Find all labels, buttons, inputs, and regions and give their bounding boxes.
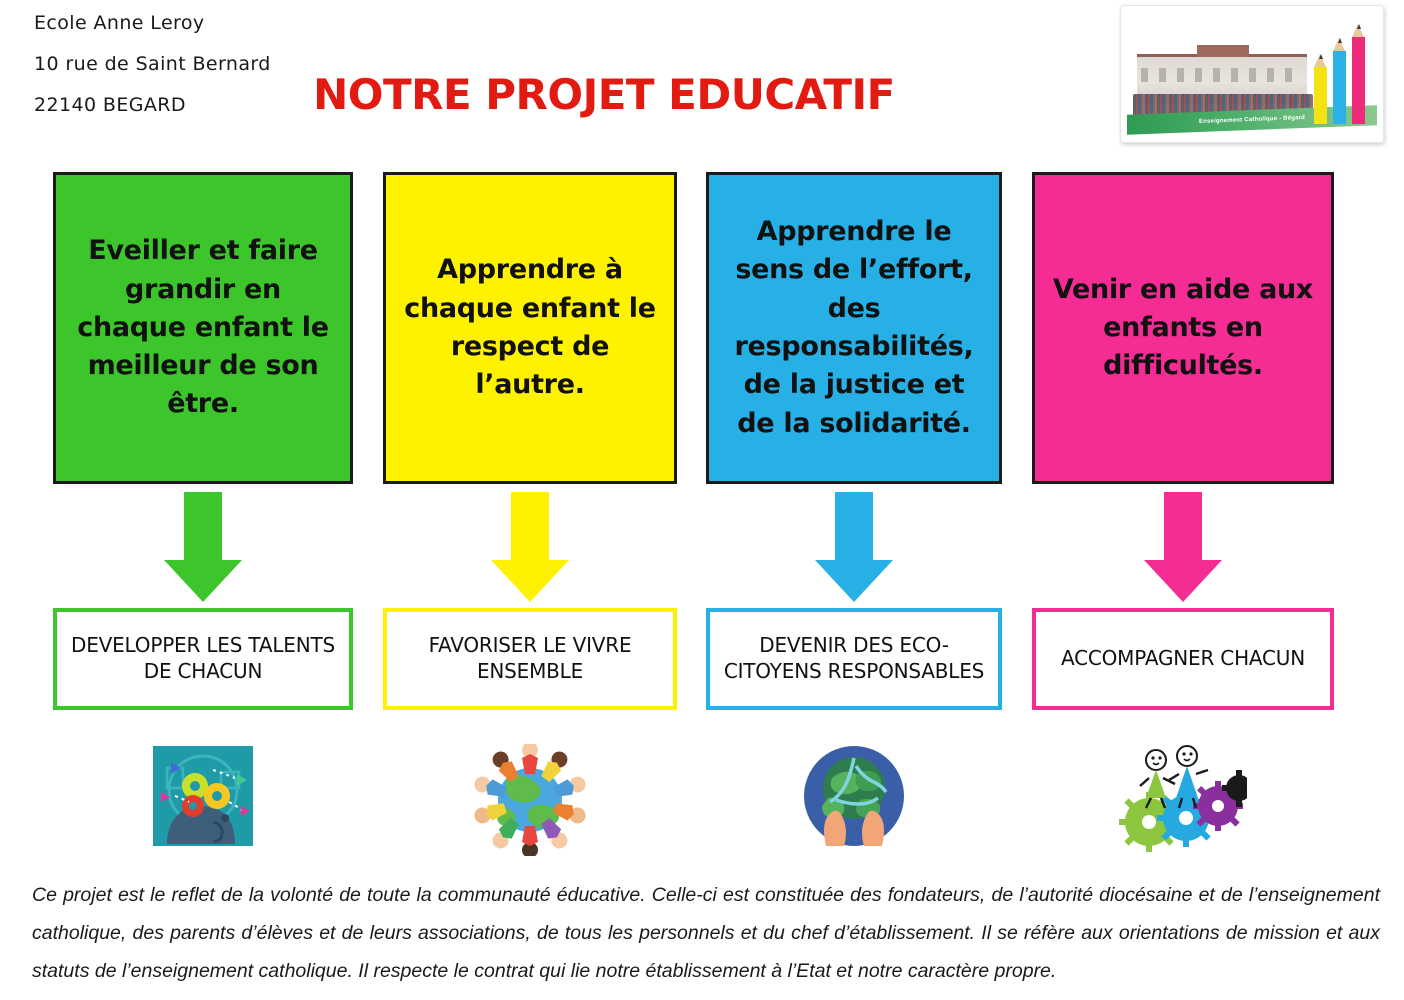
- pencil-lead: [1357, 24, 1361, 29]
- concept-text-2: Apprendre à chaque enfant le respect de l’autre.: [404, 254, 656, 401]
- arrow-shaft: [511, 492, 549, 562]
- school-logo: [1120, 5, 1384, 143]
- page-title: NOTRE PROJET EDUCATIF: [313, 70, 895, 119]
- arrow-down-2: [383, 492, 677, 602]
- arrow-down-3: [706, 492, 1002, 602]
- arrow-head: [491, 560, 569, 602]
- icon-wrap-1: [53, 744, 353, 854]
- yellow-pencil-icon: [1314, 54, 1327, 124]
- hands-holding-earth-icon: [802, 744, 906, 848]
- goal-box-2: [383, 608, 677, 710]
- goal-box-1: [53, 608, 353, 710]
- icon-wrap-3: [706, 744, 1002, 854]
- goal-text-1: DEVELOPPER LES TALENTS DE CHACUN: [71, 633, 335, 683]
- arrow-down-4: [1032, 492, 1334, 602]
- project-column-3: [706, 172, 1002, 854]
- pencil-tip: [1333, 38, 1345, 51]
- pencil-body: [1352, 37, 1365, 124]
- pencil-lead: [1338, 38, 1342, 43]
- pencil-body: [1333, 51, 1346, 124]
- arrow-head: [815, 560, 893, 602]
- blue-pencil-icon: [1333, 38, 1346, 124]
- concept-box-1: [53, 172, 353, 484]
- concept-box-2: [383, 172, 677, 484]
- address-line-city: 22140 BEGARD: [34, 94, 186, 116]
- icon-wrap-2: [383, 744, 677, 854]
- goal-text-3: DEVENIR DES ECO-CITOYENS RESPONSABLES: [723, 633, 985, 683]
- pencil-body: [1314, 67, 1327, 124]
- concept-text-4: Venir en aide aux enfants en difficultés.: [1052, 273, 1314, 382]
- address-line-street: 10 rue de Saint Bernard: [34, 53, 271, 75]
- project-column-2: [383, 172, 677, 854]
- arrow-head: [1144, 560, 1222, 602]
- brain-gears-icon: [151, 744, 255, 848]
- arrow-down-1: [53, 492, 353, 602]
- children-around-globe-icon: [463, 744, 597, 856]
- pencil-lead: [1319, 54, 1323, 59]
- icon-wrap-4: [1032, 744, 1334, 854]
- pink-pencil-icon: [1352, 24, 1365, 124]
- arrow-shaft: [1164, 492, 1202, 562]
- project-column-4: [1032, 172, 1334, 854]
- school-windows: [1141, 68, 1303, 82]
- goal-box-3: [706, 608, 1002, 710]
- concept-box-3: [706, 172, 1002, 484]
- goal-text-4: ACCOMPAGNER CHACUN: [1060, 646, 1306, 671]
- concept-text-3: Apprendre le sens de l’effort, des responsabilités, de la justice et de la solidarité.: [734, 216, 974, 439]
- concept-text-1: Eveiller et faire grandir en chaque enfant le meilleur de son être.: [77, 235, 329, 420]
- arrow-head: [164, 560, 242, 602]
- goal-text-2: FAVORISER LE VIVRE ENSEMBLE: [428, 633, 632, 683]
- concept-box-4: [1032, 172, 1334, 484]
- pencil-tip: [1352, 24, 1364, 37]
- goal-box-4: [1032, 608, 1334, 710]
- pencil-tip: [1314, 54, 1326, 67]
- arrow-shaft: [835, 492, 873, 562]
- project-column-1: [53, 172, 353, 854]
- people-gears-icon: [1119, 744, 1247, 856]
- logo-banner-text: Enseignement Catholique - Bégard: [1198, 114, 1306, 126]
- arrow-shaft: [184, 492, 222, 562]
- address-line-school-name: Ecole Anne Leroy: [34, 12, 205, 34]
- footer-paragraph: Ce projet est le reflet de la volonté de toute la communauté éducative. Celle-ci est constituée des fondateurs, de l’autorité diocésaine et de l’enseignement catholique, des parents d’élèves et de leurs associations, de tous les personnels et du chef d’établissement. Il se réfère aux orientations de mission et aux statuts de l’enseignement catholique. Il respecte le contrat qui lie notre établissement à l’Etat et notre caractère propre.: [32, 884, 1380, 983]
